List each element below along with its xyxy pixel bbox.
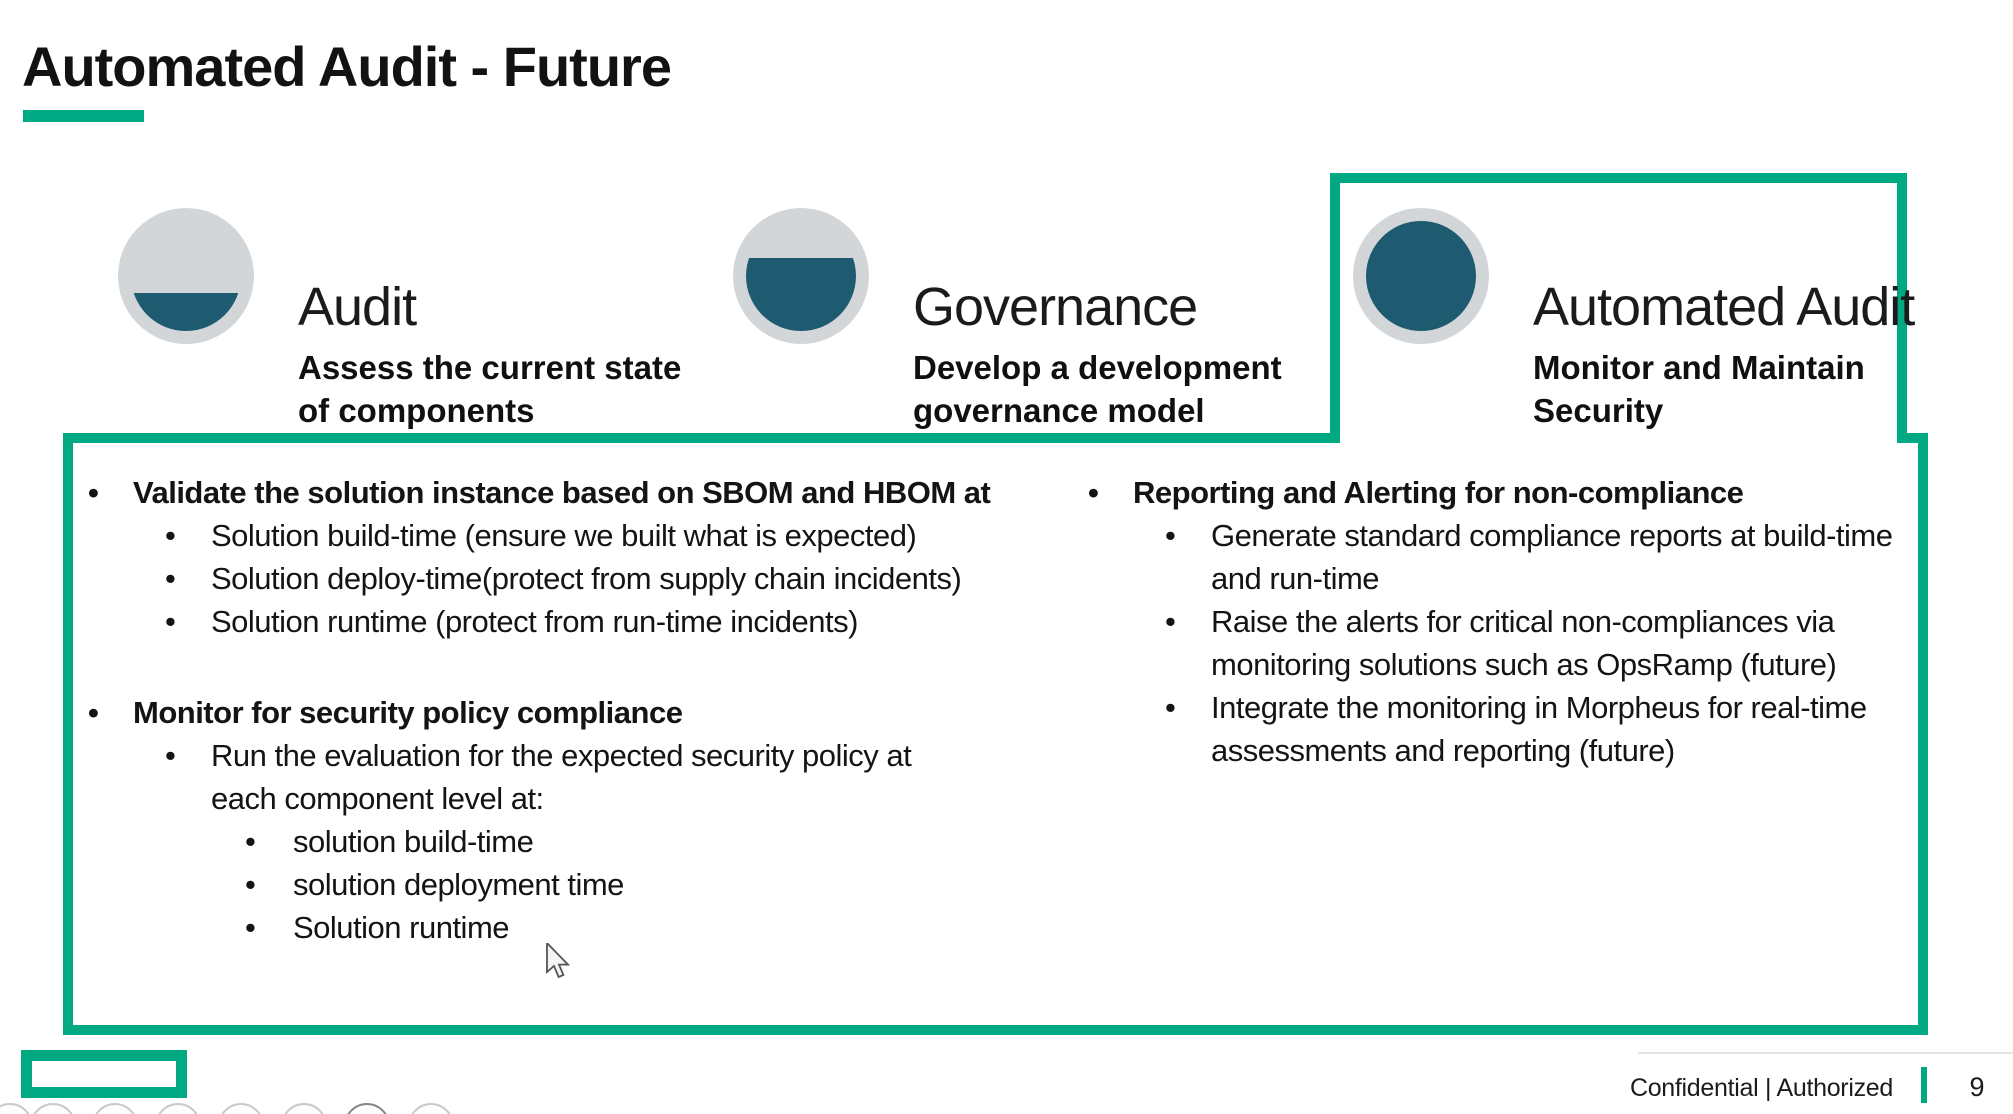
stage-automated-audit-title: Automated Audit (1533, 277, 1915, 337)
bullet-item: • Raise the alerts for critical non-compliances via (1063, 600, 1892, 643)
stage-governance-subtitle: Develop a development governance model (913, 349, 1282, 429)
participant-bubble[interactable] (30, 1103, 76, 1114)
participant-bubble[interactable] (218, 1103, 264, 1114)
bullet-item: • Monitor for security policy compliance (63, 691, 990, 734)
bullet-icon: • (245, 910, 256, 945)
bullet-item: • Run the evaluation for the expected security policy at (63, 734, 990, 777)
bullet-icon: • (88, 475, 99, 510)
stage-audit-title: Audit (298, 277, 417, 337)
participant-bubble[interactable] (344, 1103, 390, 1114)
bullet-item: • Reporting and Alerting for non-compliance (1063, 471, 1892, 514)
automated-audit-progress-circle-icon (1353, 208, 1489, 344)
bullet-item-continuation: each component level at: (211, 781, 544, 816)
stage-automated-audit (1353, 208, 1914, 432)
bullet-item: • Generate standard compliance reports at build-time (1063, 514, 1892, 557)
bullet-item: • Solution runtime (protect from run-time incidents) (63, 600, 990, 643)
participant-bubble[interactable] (281, 1103, 327, 1114)
bullet-icon: • (1088, 475, 1099, 510)
page-number: 9 (1969, 1072, 1985, 1102)
stage-governance-title: Governance (913, 277, 1198, 337)
bullet-item: • Validate the solution instance based on SBOM and HBOM at (63, 471, 990, 514)
bullet-item-continuation: assessments and reporting (future) (1211, 733, 1675, 768)
bullet-item: • Solution runtime (63, 906, 990, 949)
bullet-icon: • (88, 695, 99, 730)
bullet-item: • solution deployment time (63, 863, 990, 906)
stage-audit (118, 208, 681, 432)
bullet-item: • Solution deploy-time(protect from supply chain incidents) (63, 557, 990, 600)
stage-audit-subtitle: Assess the current state of components (298, 349, 682, 429)
bullet-item: • solution build-time (63, 820, 990, 863)
audit-progress-circle-icon (118, 208, 254, 344)
bullet-icon: • (165, 518, 176, 553)
hpe-element-logo (21, 1050, 187, 1098)
mouse-cursor (545, 943, 575, 983)
page-number-separator (1921, 1067, 1927, 1103)
bullet-icon: • (245, 824, 256, 859)
participant-bubble[interactable] (155, 1103, 201, 1114)
bullet-item-continuation: and run-time (1211, 561, 1380, 596)
governance-progress-circle-icon (733, 208, 869, 344)
bullet-column-left (63, 471, 990, 949)
classification-label: Confidential | Authorized (1629, 1074, 1893, 1102)
bullet-icon: • (1165, 604, 1176, 639)
footer-divider (1638, 1052, 2013, 1054)
bullet-icon: • (1165, 690, 1176, 725)
bullet-icon: • (165, 561, 176, 596)
participant-bubble[interactable] (0, 1103, 33, 1114)
title-accent-bar (23, 110, 144, 122)
stage-automated-audit-subtitle: Monitor and Maintain Security (1533, 349, 1865, 429)
participant-bubble[interactable] (92, 1103, 138, 1114)
slide-title: Automated Audit - Future (22, 35, 671, 98)
bullet-icon: • (1165, 518, 1176, 553)
bullet-icon: • (165, 604, 176, 639)
stage-governance (733, 208, 1282, 432)
bullet-item-continuation: monitoring solutions such as OpsRamp (future) (1211, 647, 1837, 682)
bullet-column-right (1063, 471, 1892, 772)
bullet-icon: • (165, 738, 176, 773)
participant-bubble[interactable] (408, 1103, 454, 1114)
bullet-icon: • (245, 867, 256, 902)
bullet-item: • Integrate the monitoring in Morpheus for real-time (1063, 686, 1892, 729)
bullet-item: • Solution build-time (ensure we built what is expected) (63, 514, 990, 557)
